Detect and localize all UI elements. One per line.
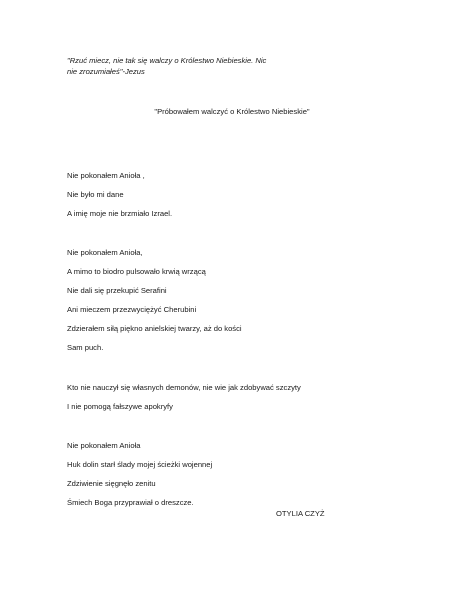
poem-line: Nie pokonałem Anioła, — [67, 248, 143, 257]
poem-line: Huk dolin starł ślady mojej ścieżki wojennej — [67, 460, 213, 469]
author-signature: OTYLIA CZYŻ — [276, 509, 325, 518]
poem-line: A imię moje nie brzmiało Izrael. — [67, 209, 173, 218]
poem-line: Kto nie nauczył się własnych demonów, nie wie jak zdobywać szczyty — [67, 383, 301, 392]
epigraph-line: "Rzuć miecz, nie tak się walczy o Królestwo Niebieskie. Nic — [67, 56, 267, 65]
poem-line: Nie było mi dane — [67, 190, 124, 199]
poem-line: Nie dali się przekupić Serafini — [67, 286, 167, 295]
poem-line: Nie pokonałem Anioła , — [67, 171, 145, 180]
poem-line: A mimo to biodro pulsowało krwią wrzącą — [67, 267, 206, 276]
epigraph — [67, 55, 297, 77]
poem-line: Zdziwienie sięgnęło zenitu — [67, 479, 156, 488]
epigraph-line: nie zrozumiałeś"-Jezus — [67, 67, 145, 76]
poem-line: I nie pomogą fałszywe apokryfy — [67, 402, 173, 411]
poem-line: Sam puch. — [67, 343, 104, 352]
poem-line: Śmiech Boga przyprawiał o dreszcze. — [67, 498, 194, 507]
poem-line: Nie pokonałem Anioła — [67, 441, 141, 450]
poem-line: Zdzierałem siłą piękno anielskiej twarzy, aż do kości — [67, 324, 242, 333]
poem-title: "Próbowałem walczyć o Królestwo Niebieskie" — [154, 107, 310, 116]
poem-line: Ani mieczem przezwyciężyć Cherubini — [67, 305, 197, 314]
